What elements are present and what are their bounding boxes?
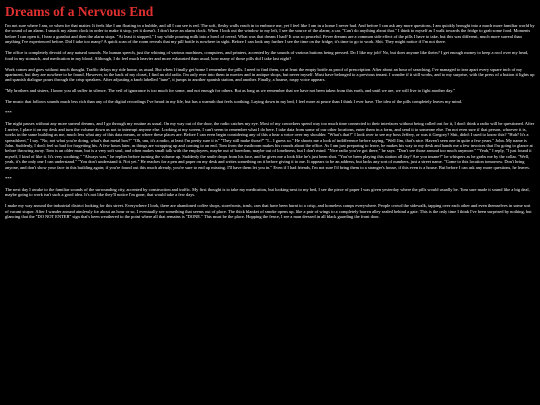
paragraph: I make my way around the industrial district looking for this street. Everywhere I look, there are abandoned coffee shops, storefronts, trash, cars that have been burnt to a crisp, and homeless camps everywhere. People crowd the sidewalk, tapping over each other and even themselves in some sort of vacant stupor. After I wander around aimlessly for about an hour or so, I eventually see something that seems out of place. The thick blanket of smoke opens up, like a pair of wings to a completely barren alley sealed behind a gate. This is the only time I think I've been surprised by nothing, but glancing that the "DO NOT ENTER" sign that's been weathered to the point where all that remains is "DONE." This must be the place. Hopping the fence, I see a man dressed in all black guarding the front door. <box>5 203 532 219</box>
story-body <box>5 23 535 219</box>
paragraph: Work comes and goes without much thought. Traffic delays my ride home, as usual. But when I finally get home I remember the pills. I need to find them, or at least the empty bottle as proof of prescription. After about an hour of searching, I've managed to tear apart every square inch of my apartment, but they are nowhere to be found. However, in the back of my closet, I find an old radio. I'm only ever into them in movies and in antique shops, but never myself. Must have belonged to a previous tenant. I wonder if it still works, and to my surprise, with the press of a button it lights up and spanish dialogue pours through the crisp speakers. After adjusting a knob labelled "tune", it jumps to another spanish station, and another. Finally, a hoarse, raspy voice appears. <box>5 66 535 83</box>
paragraph: The night passes without any more surreal dreams, and I go through my routine as usual. On my way out of the door, the radio catches my eye. Most of my coworkers spend way too much time connected to their interfaces without being called out for it, I don't think a radio will be questioned. After I arrive, I place it on my desk and turn the volume down as not to interrupt anyone else. Looking at my screen, I can't seem to remember what I do here. I take data from some of our other locations, enter them in a form, and send it to someone else. I'm not even sure if that person, whoever it is, works in the same building as me, much less what any of this data means, or where these places are. Before I can even begin considering any of this a hear a voice over my shoulder. "What's that?" I look over to see my boss Jeffery, or was it Gregory? Shit, didn't I used to know this? "Huh? It's a spreadsheet," I say. "No, not what you're doing, what's that metal box?" "Oh, um, it's a radio, at least I'm pretty sure it is" "They still make those?" "I... I guess so." He shoots me a look of indifference before saying, "Well Jim, that's nice. Haven't seen one in quite a few years." John. My name is John. Suddenly, I don't feel so bad for forgetting his. A few hours later, as things are wrapping up and coming to an end, Tom from the mailroom makes his rounds about the office. As I am just preparing to leave, he makes his way to my desk and hands me a few invoices that I'm going to glance at before throwing away. Tom is an older man, but is a very soft soul, and often makes small talk with the employees, maybe out of boredom, maybe out of loneliness, but I don't mind. "Nice radio you've got there," he says. "Don't see those around too much anymore." "Yeah," I reply, "I just found it myself, I kind of like it. It's very soothing." "Always was," he replies before turning the volume up. Suddenly the smile drops from his face, and he gives me a look like he's just been shot. "You've been playing this station all day? Are you insane?" he whispers as he grabs me by the collar. "Well, yeah, it's the only one I can understand." "You don't understand it. Not yet." He reaches for a pen and paper on my desk and writes something on it before giving it to me. It appears to be an address, but lacks any sort of numbers, just a street name. "Come to this location tomorrow. Don't bring anyone, and don't show your face in this building again; if you're found out this much already, you're sure to end up missing. I'll have them let you in." Even if I had friends, I'm not sure I'd bring them to a stranger's house, if this even is a house. But before I can ask any more questions, he leaves. <box>5 121 535 170</box>
paragraph: The next day I awake to the familiar sounds of the surrounding city, accented by construction and traffic. My first thought is to take my medication, but looking next to my bed, I see the piece of paper I was given yesterday where the pills would usually be. Tom sure made it sound like a big deal, maybe going to work isn't such a good idea. It's not like they'll notice I'm gone, that would take a few days. <box>5 186 530 198</box>
paragraph: The office is completely devoid of any natural sounds. No human speech, just the whining of various machines, computers, and printers, accented by the sounds of various buttons being pressed. Do I like my job? No, but does anyone like theirs? I get enough money to keep a roof over my head, food in my stomach, and medication in my blood. Although, I do feel much heavier and more exhausted than usual, how many of those pills did I take last night? <box>5 50 529 61</box>
paragraph: "My brothers and sisters, I know you all suffer in silence. The veil of ignorance is too much for some, and not enough for others. But as long as we remember that we have not been taken from this earth, and until we are, we will live to fight another day." <box>5 88 456 94</box>
paragraph: I'm not sure where I am, or when for that matter. It feels like I am floating in a bubble, and all I can see is red. The soft, fleshy walls reach in to embrace me, yet I feel like I am in a home I never had. And before I can ask any more questions, I am quickly brought into a much more familiar world by the sound of an alarm. I smack my alarm clock in order to make it stop, yet it doesn't. I don't have an alarm clock. When I look out the window to my left, I see the source of the alarm; a car. "Can't do anything about that." I think to myself as I walk towards the fridge to grab some food. Moments before I can open it, I hear a gunshot and then the alarm stops. "At least it stopped," I say while pouring milk into a bowl of cereal. What was that dream I had? It was so peaceful. Fever dreams are a common side effect of the pills I have to take, but this was different, much more surreal than anything I've experienced before. Did I take too many? A quick scan of the room reveals that my pill bottle is nowhere in sight. Before I can look any further I see the time on the fridge; it's time to go to work. Shit. They might notice if I'm not there. <box>5 23 535 45</box>
section-separator: *** <box>5 110 12 116</box>
page-title: Dreams of a Nervous End <box>5 4 154 19</box>
paragraph: The music that follows sounds much less rich than any of the digital recordings I've heard in my life, but has a warmth that feels soothing. Laying down in my bed, I feel more at peace than I think I ever have. The idea of the pills completely leaves my mind. <box>5 99 463 105</box>
section-separator: *** <box>5 175 12 181</box>
